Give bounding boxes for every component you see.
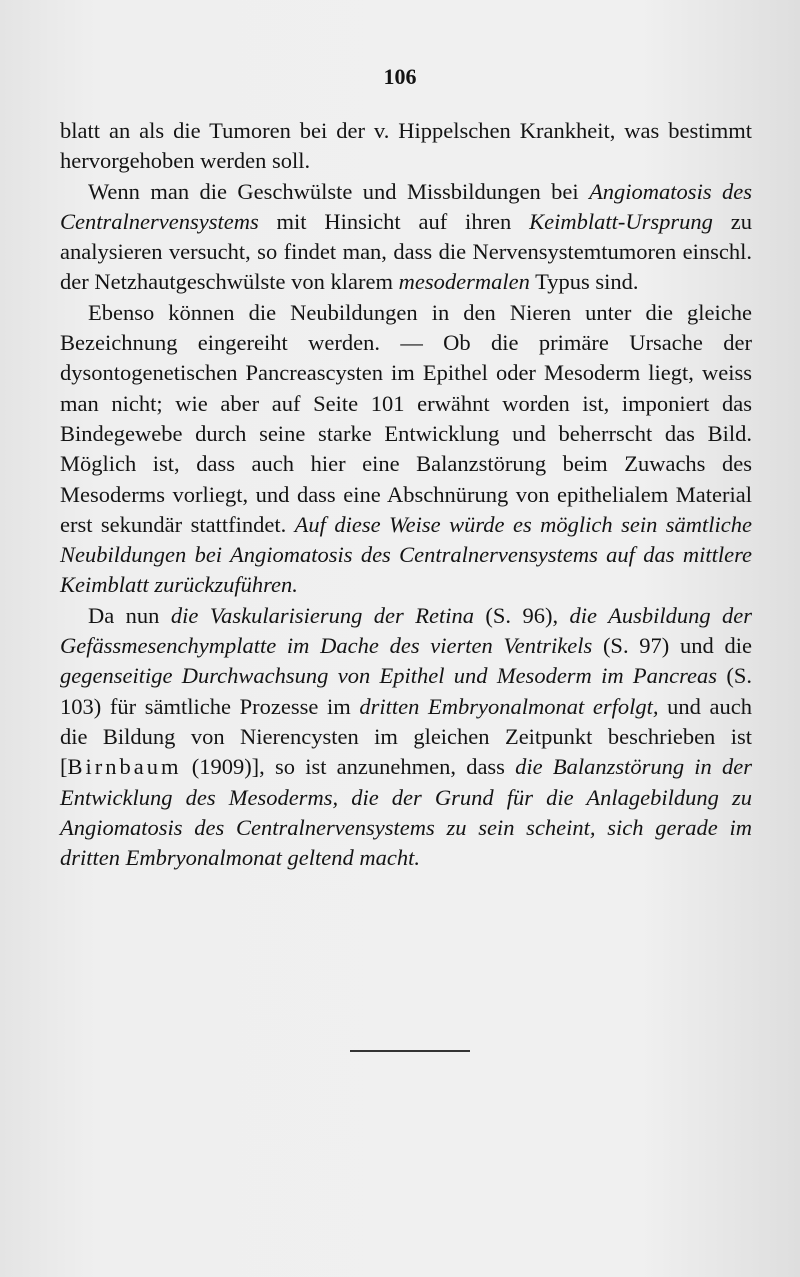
- body-text: [60, 116, 752, 873]
- paragraph-2: [60, 177, 752, 298]
- p2-italic-2: Keimblatt-Ursprung: [529, 208, 713, 234]
- p4-italic-1: die Vaskularisierung der Retina: [170, 602, 474, 628]
- p4-italic-3: gegenseitige Durchwachsung von Epithel und Mesoderm im Pancreas: [60, 663, 718, 689]
- paragraph-1-text: blatt an als die Tumoren bei der v. Hippelschen Krankheit, was bestimmt hervorgehoben werden soll.: [60, 118, 752, 174]
- p3-text-1: Ebenso können die Neubildungen in den Nieren unter die gleiche Bezeichnung eingereiht werden. — Ob die primäre Ursache der dysontogenetischen Pancreascysten im Epithel oder Mesoderm liegt, weiss man nicht; wie aber auf Seite 101 erwähnt worden ist, imponiert das Bindegewebe durch seine starke Entwicklung und beherrscht das Bild. Möglich ist, dass auch hier eine Balanzstörung beim Zuwachs des Mesoderms vorliegt, und dass eine Abschnürung von epithelialem Material erst sekundär stattfindet.: [60, 299, 752, 537]
- p4-spaced-author: Birnbaum: [67, 754, 182, 780]
- p4-text-5: und auch die Bildung von Nierencysten im gleichen Zeitpunkt beschrieben ist [: [60, 693, 752, 780]
- p4-italic-2: die Ausbildung der Gefässmesenchymplatte im Dache des vierten Ventrikels: [60, 602, 753, 659]
- section-end-rule: [350, 1050, 470, 1052]
- p2-italic-3: mesodermalen: [398, 269, 530, 295]
- p4-text-2: (S. 96),: [473, 602, 570, 628]
- p2-text-2: mit Hinsicht auf ihren: [258, 208, 530, 234]
- p2-text-1: Wenn man die Geschwülste und Missbildungen bei: [88, 178, 590, 204]
- p4-text-3: (S. 97) und die: [592, 633, 752, 659]
- p4-text-6: (1909)], so ist anzunehmen, dass: [181, 754, 516, 780]
- paragraph-4: [60, 601, 752, 874]
- p4-text-4: (S. 103) für sämtliche Prozesse im: [60, 663, 752, 719]
- p4-text-1: Da nun: [88, 602, 171, 628]
- p3-italic-1: Auf diese Weise würde es möglich sein sämtliche Neubildungen bei Angiomatosis des Centralnervensystems auf das mittlere Keimblatt zurückzuführen.: [60, 511, 752, 598]
- p4-italic-5: die Balanzstörung in der Entwicklung des Mesoderms, die der Grund für die Anlagebildung zu Angiomatosis des Centralnervensystems zu sein scheint, sich gerade im dritten Embryonalmonat geltend macht.: [60, 754, 752, 871]
- paragraph-3: [60, 298, 752, 601]
- paragraph-1: [60, 116, 752, 177]
- p2-text-4: Typus sind.: [529, 269, 639, 295]
- p2-italic-1: Angiomatosis des Centralnervensystems: [60, 178, 752, 234]
- p4-italic-4: dritten Embryonalmonat erfolgt,: [359, 693, 659, 719]
- page-number: 106: [383, 64, 417, 89]
- p2-text-3: zu analysieren versucht, so findet man, dass die Nervensystemtumoren einschl. der Netzhautgeschwülste von klarem: [60, 208, 752, 295]
